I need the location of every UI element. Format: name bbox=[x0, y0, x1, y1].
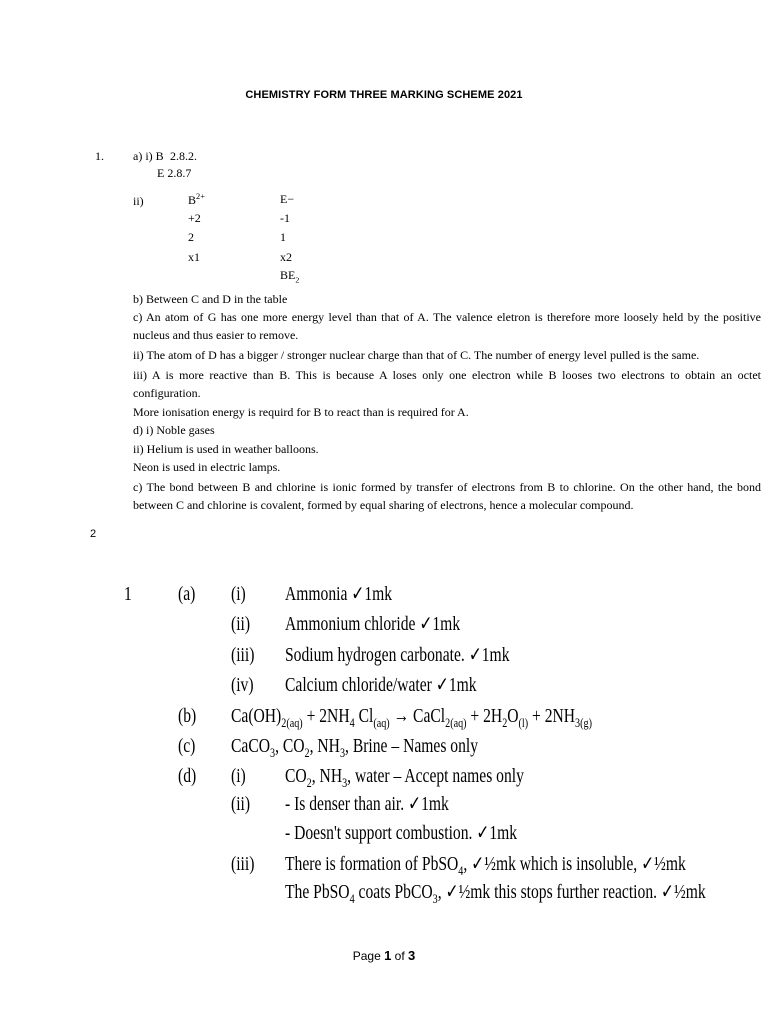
page-footer bbox=[0, 948, 768, 963]
answer-b: b) Between C and D in the table bbox=[133, 292, 288, 306]
ion-e-valency: 1 bbox=[280, 230, 286, 244]
footer-total-pages: 3 bbox=[408, 948, 416, 963]
scan-a-i-label: (i) bbox=[231, 583, 246, 605]
footer-current-page: 1 bbox=[384, 948, 392, 963]
scan-a-iii: Sodium hydrogen carbonate. ✓1mk bbox=[285, 644, 510, 666]
answer-c2: c) The bond between B and chlorine is ionic formed by transfer of electrons from B to chlorine. On the other hand, the bond between C and chlorine is covalent, formed by equal sharing of electrons, hence a molecular compound. bbox=[133, 480, 761, 512]
scan-b-label: (b) bbox=[178, 705, 197, 727]
scan-a-ii-label: (ii) bbox=[231, 613, 251, 635]
answer-d-i: d) i) Noble gases bbox=[133, 423, 215, 437]
ion-b-multiplier: x1 bbox=[188, 250, 200, 264]
formula-be2: $BE_2$ bbox=[280, 268, 300, 285]
scan-d-iii-label: (iii) bbox=[231, 853, 255, 875]
ion-e-charge-value: -1 bbox=[280, 211, 290, 225]
answer-c-more: More ionisation energy is requird for B to react than is required for A. bbox=[133, 405, 469, 419]
scan-a-i: Ammonia ✓1mk bbox=[285, 583, 393, 605]
answer-d-neon: Neon is used in electric lamps. bbox=[133, 460, 281, 474]
scan-a-iv: Calcium chloride/water ✓1mk bbox=[285, 674, 477, 696]
question-number: 1. bbox=[95, 149, 104, 163]
scan-a-label: (a) bbox=[178, 583, 196, 605]
footer-of-word: of bbox=[394, 949, 405, 963]
scan-c-label: (c) bbox=[178, 735, 196, 757]
section-2-label: 2 bbox=[90, 528, 97, 540]
answer-c-iii: iii) A is more reactive than B. This is because A loses only one electron while B looses two electrons to obtain an octet configuration. bbox=[133, 368, 761, 400]
answer-c: c) An atom of G has one more energy level than that of A. The valence eletron is therefore more loosely held by the positive nucleus and thus easier to remove. bbox=[133, 310, 761, 342]
answer-a-i-label: a) i) B bbox=[133, 149, 164, 163]
answer-ii-label: ii) bbox=[133, 194, 144, 208]
scan-b-equation: $Ca(OH)_{2(aq)} + 2NH_4$ $Cl_{(aq)}$ → CaCl$_{2(aq)}$ + $2H_2O_{(l)} + 2NH_{3(g)}$ bbox=[231, 705, 592, 730]
answer-d-ii: ii) Helium is used in weather balloons. bbox=[133, 442, 319, 456]
ion-b-valency: 2 bbox=[188, 230, 194, 244]
ion-e-symbol: E− bbox=[280, 192, 295, 206]
scan-a-ii: Ammonium chloride ✓1mk bbox=[285, 613, 461, 635]
scan-d-i: $CO_2$, $NH_3$, water – Accept names only bbox=[285, 765, 524, 790]
answer-a-i-config-e: E 2.8.7 bbox=[157, 166, 192, 180]
ion-e-multiplier: x2 bbox=[280, 250, 292, 264]
document-title: CHEMISTRY FORM THREE MARKING SCHEME 2021 bbox=[245, 89, 523, 101]
scan-d-label: (d) bbox=[178, 765, 197, 787]
scan-d-ii-1: - Is denser than air. ✓1mk bbox=[285, 793, 449, 815]
scan-a-iv-label: (iv) bbox=[231, 674, 254, 696]
ion-b-charge: 2+ bbox=[196, 192, 205, 201]
scan-a-iii-label: (iii) bbox=[231, 644, 255, 666]
answer-a-i-config-b: 2.8.2. bbox=[170, 149, 197, 163]
scan-question-number: 1 bbox=[124, 583, 132, 605]
footer-page-word: Page bbox=[352, 949, 381, 963]
scan-c: CaCO$_3$, $CO_2$, $NH_3$, Brine – Names only bbox=[231, 735, 479, 760]
ion-b-symbol: $B^{2+}$ bbox=[188, 192, 205, 207]
scan-d-ii-label: (ii) bbox=[231, 793, 251, 815]
scan-d-iii-2: The PbSO$_4$ coats PbCO$_3$, ✓½mk this stops further reaction. ✓½mk bbox=[285, 881, 706, 906]
scan-d-ii-2: - Doesn't support combustion. ✓1mk bbox=[285, 822, 518, 844]
scan-d-iii-1: There is formation of PbSO$_4$, ✓½mk which is insoluble, ✓½mk bbox=[285, 853, 686, 878]
scan-d-i-label: (i) bbox=[231, 765, 246, 787]
ion-b-charge-value: +2 bbox=[188, 211, 201, 225]
answer-c-ii: ii) The atom of D has a bigger / stronger nuclear charge than that of C. The number of energy level pulled is the same. bbox=[133, 348, 700, 362]
